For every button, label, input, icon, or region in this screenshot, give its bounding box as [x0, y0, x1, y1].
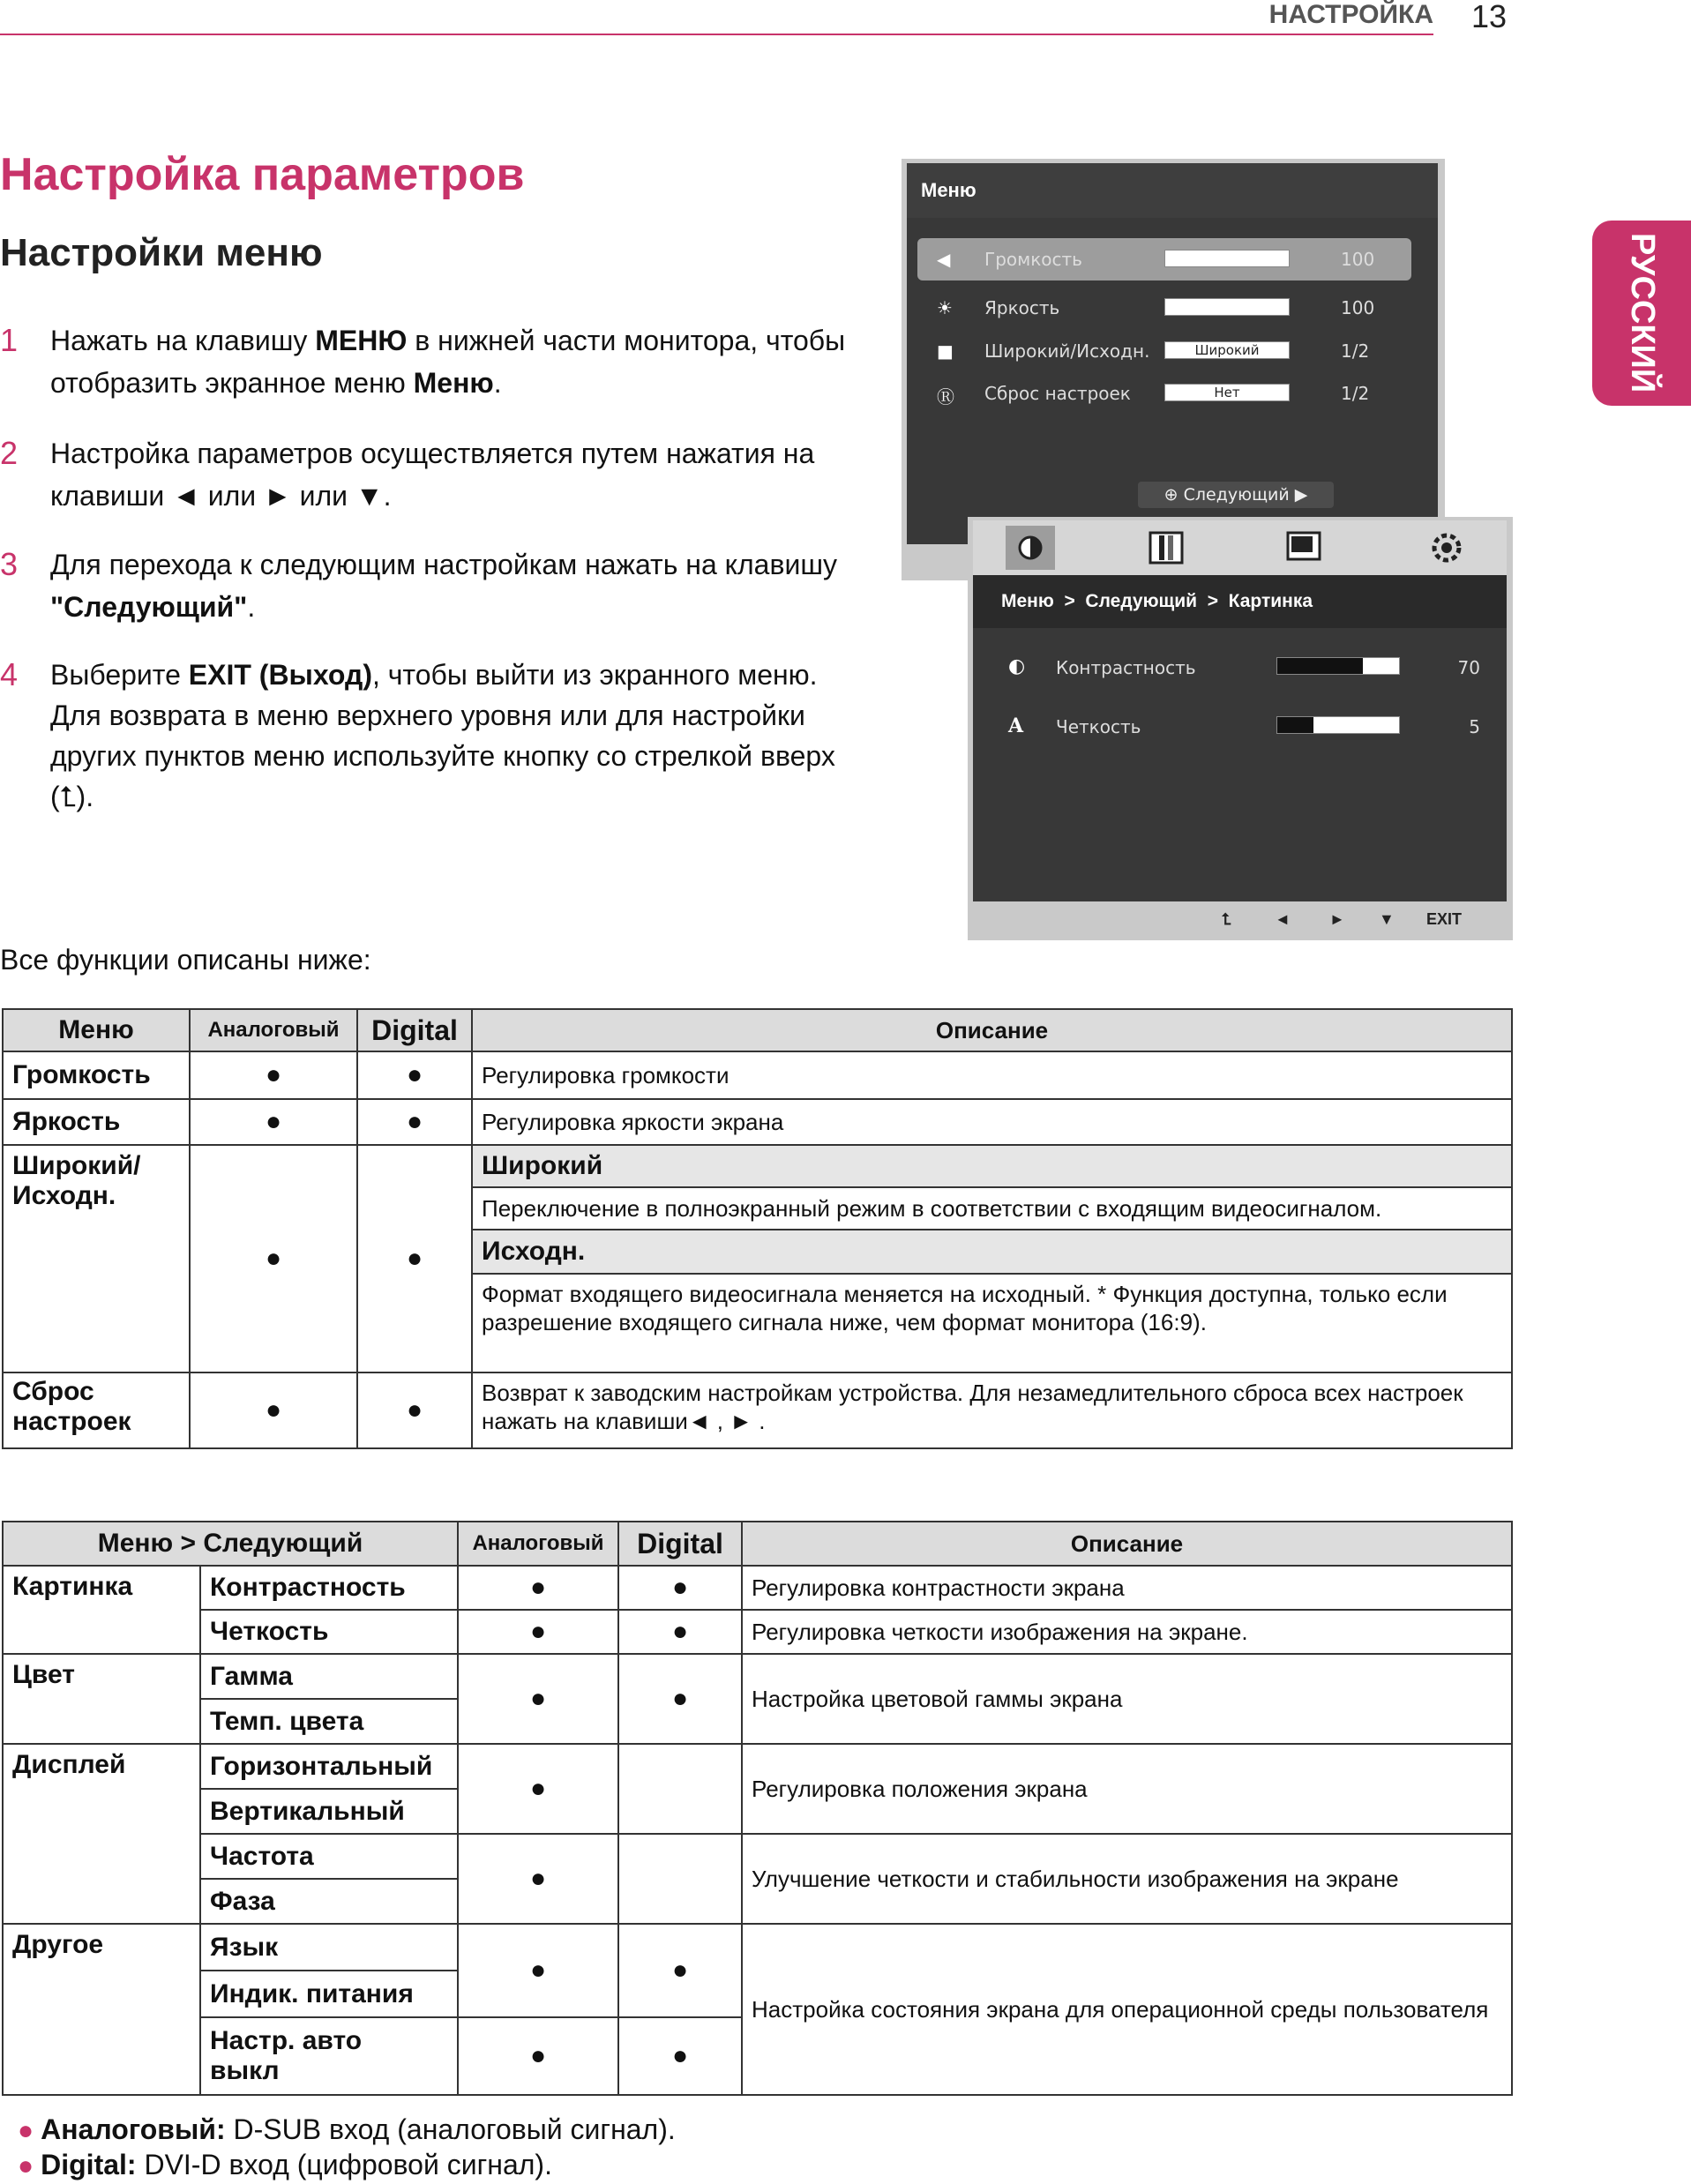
row-description: Регулировка громкости: [472, 1051, 1512, 1099]
row-description: Улучшение четкости и стабильности изображения на экране: [742, 1834, 1512, 1924]
osd-row-value: 70: [1457, 657, 1480, 678]
table-row: [3, 1372, 1512, 1448]
osd-row-wide[interactable]: [917, 330, 1411, 372]
step-number: 1: [0, 322, 19, 358]
osd-row-contrast[interactable]: [973, 648, 1507, 687]
osd-row-label: Четкость: [1056, 716, 1141, 737]
osd-footer: [973, 901, 1507, 937]
item-name: Настр. авто выкл: [200, 2017, 458, 2095]
col-header-description: Описание: [742, 1522, 1512, 1566]
row-name: Широкий/ Исходн.: [3, 1145, 190, 1372]
analog-dot: ●: [458, 1744, 618, 1834]
bullet-icon: ●: [18, 2151, 34, 2180]
col-header-digital: Digital: [357, 1009, 472, 1051]
osd-option[interactable]: Нет: [1164, 384, 1290, 401]
speaker-icon: ◀: [937, 249, 951, 270]
table-row: [3, 1145, 1512, 1187]
step-3: [0, 543, 847, 628]
row-description: Формат входящего видеосигнала меняется на исходный. * Функция доступна, только если разрешение входящего сигнала ниже, чем формат монитора (16:9).: [472, 1274, 1512, 1372]
option-heading-wide: Широкий: [472, 1145, 1512, 1187]
item-name: Язык: [200, 1924, 458, 1971]
row-description: Возврат к заводским настройкам устройства. Для незамедлительного сброса всех настроек нажать на клавиши◄ , ► .: [472, 1372, 1512, 1448]
right-arrow-icon[interactable]: ►: [1329, 910, 1345, 928]
digital-dot: ●: [618, 1654, 742, 1744]
analog-dot: ●: [190, 1372, 357, 1448]
digital-empty: [618, 1744, 742, 1834]
table-row: [3, 1924, 1512, 1971]
analog-dot: ●: [458, 1566, 618, 1610]
item-name: Темп. цвета: [200, 1699, 458, 1744]
page-number: 13: [1471, 0, 1508, 34]
step-text: Настройка параметров осуществляется путем нажатия на клавиши ◄ или ► или ▼.: [50, 438, 815, 512]
row-description: Регулировка положения экрана: [742, 1744, 1512, 1834]
osd-row-value: 5: [1469, 716, 1480, 737]
row-description: Переключение в полноэкранный режим в соответствии с входящим видеосигналом.: [472, 1187, 1512, 1230]
osd-slider[interactable]: [1276, 716, 1400, 734]
aspect-icon: ■: [937, 340, 954, 362]
col-header-analog: Аналоговый: [190, 1009, 357, 1051]
intro-text: Все функции описаны ниже:: [0, 944, 371, 976]
menu-functions-table: [2, 1008, 1513, 1449]
step-text: Нажать на клавишу МЕНЮ в нижней части монитора, чтобы отобразить экранное меню Меню.: [50, 325, 846, 399]
osd-row-label: Широкий/Исходн.: [984, 340, 1150, 362]
table-row: [3, 1051, 1512, 1099]
row-name: Яркость: [3, 1099, 190, 1145]
analog-dot: ●: [190, 1145, 357, 1372]
section-heading: Настройки меню: [0, 231, 323, 274]
table-row: [3, 1744, 1512, 1789]
row-name: Громкость: [3, 1051, 190, 1099]
col-header-digital: Digital: [618, 1522, 742, 1566]
step-number: 4: [0, 656, 19, 692]
col-header-menu: Меню: [3, 1009, 190, 1051]
osd-option[interactable]: Широкий: [1164, 341, 1290, 359]
table-row: [3, 1834, 1512, 1879]
bullet-icon: ●: [18, 2116, 34, 2145]
osd-row-brightness[interactable]: [917, 287, 1411, 329]
page-title: Настройка параметров: [0, 149, 525, 200]
osd-row-volume[interactable]: [917, 238, 1411, 280]
exit-button[interactable]: EXIT: [1426, 910, 1463, 928]
row-description: Регулировка четкости изображения на экране.: [742, 1610, 1512, 1654]
digital-dot: ●: [618, 1924, 742, 2017]
osd-row-sharpness[interactable]: [973, 707, 1507, 746]
osd-row-label: Контрастность: [1056, 657, 1196, 678]
step-1: [0, 319, 847, 404]
osd-slider[interactable]: [1164, 250, 1290, 267]
table-header-row: [3, 1522, 1512, 1566]
step-2: [0, 432, 847, 517]
group-name: Цвет: [3, 1654, 200, 1744]
back-up-arrow-icon[interactable]: ⮤: [1222, 910, 1231, 928]
analog-dot: ●: [190, 1099, 357, 1145]
contrast-icon: ◐: [1008, 655, 1026, 677]
osd-row-value: 100: [1341, 297, 1375, 318]
settings-tab-icon[interactable]: [1422, 526, 1471, 570]
note-digital: ● Digital: DVI-D вход (цифровой сигнал).: [18, 2149, 552, 2180]
down-arrow-icon[interactable]: ▼: [1379, 910, 1395, 928]
osd-slider[interactable]: [1276, 657, 1400, 675]
analog-dot: ●: [190, 1051, 357, 1099]
next-menu-functions-table: [2, 1521, 1513, 2096]
digital-empty: [618, 1834, 742, 1924]
group-name: Другое: [3, 1924, 200, 2095]
col-header-analog: Аналоговый: [458, 1522, 618, 1566]
left-arrow-icon[interactable]: ◄: [1275, 910, 1291, 928]
reset-icon: Ⓡ: [937, 386, 954, 408]
table-row: [3, 1099, 1512, 1145]
table-row: [3, 1610, 1512, 1654]
osd-row-value: 1/2: [1341, 383, 1370, 404]
row-description: Регулировка контрастности экрана: [742, 1566, 1512, 1610]
step-text: Для перехода к следующим настройкам нажать на клавишу "Следующий".: [50, 549, 837, 623]
picture-tab-icon[interactable]: [1006, 526, 1055, 570]
digital-dot: ●: [618, 1566, 742, 1610]
table-header-row: [3, 1009, 1512, 1051]
item-name: Вертикальный: [200, 1789, 458, 1834]
osd-row-reset[interactable]: [917, 372, 1411, 415]
digital-dot: ●: [357, 1099, 472, 1145]
step-number: 3: [0, 546, 19, 582]
digital-dot: ●: [357, 1372, 472, 1448]
analog-dot: ●: [458, 1610, 618, 1654]
item-name: Индик. питания: [200, 1971, 458, 2017]
language-tab-label: РУССКИЙ: [1624, 233, 1661, 393]
osd-next-button[interactable]: ⊕ Следующий ▶: [1138, 482, 1334, 508]
analog-dot: ●: [458, 2017, 618, 2095]
section-title: НАСТРОЙКА: [1268, 0, 1433, 29]
osd-row-label: Яркость: [984, 297, 1060, 318]
note-analog: ● Аналоговый: D-SUB вход (аналоговый сигнал).: [18, 2113, 676, 2145]
col-header-menu: Меню > Следующий: [3, 1522, 458, 1566]
osd-row-label: Сброс настроек: [984, 383, 1131, 404]
digital-dot: ●: [357, 1051, 472, 1099]
row-description: Регулировка яркости экрана: [472, 1099, 1512, 1145]
analog-dot: ●: [458, 1924, 618, 2017]
osd-row-value: 1/2: [1341, 340, 1370, 362]
item-name: Фаза: [200, 1879, 458, 1924]
step-text: Выберите EXIT (Выход), чтобы выйти из экранного меню. Для возврата в меню верхнего уровня или для настройки других пунктов меню используйте кнопку со стрелкой вверх (⮤).: [50, 659, 835, 812]
group-name: Дисплей: [3, 1744, 200, 1924]
color-tab-icon[interactable]: [1141, 526, 1191, 570]
sharpness-icon: A: [1008, 714, 1024, 737]
sun-icon: ☀: [937, 297, 953, 318]
analog-dot: ●: [458, 1834, 618, 1924]
row-name: Сброс настроек: [3, 1372, 190, 1448]
osd-row-value: 100: [1341, 249, 1375, 270]
table-row: [3, 1654, 1512, 1699]
osd-main-titlebar: [907, 163, 1438, 218]
item-name: Горизонтальный: [200, 1744, 458, 1789]
item-name: Гамма: [200, 1654, 458, 1699]
item-name: Частота: [200, 1834, 458, 1879]
row-description: Настройка состояния экрана для операционной среды пользователя: [742, 1924, 1512, 2095]
osd-slider[interactable]: [1164, 298, 1290, 316]
header-rule: [0, 34, 1433, 35]
digital-dot: ●: [357, 1145, 472, 1372]
step-4: [0, 654, 847, 817]
group-name: Картинка: [3, 1566, 200, 1654]
analog-dot: ●: [458, 1654, 618, 1744]
option-heading-original: Исходн.: [472, 1230, 1512, 1274]
col-header-description: Описание: [472, 1009, 1512, 1051]
osd-breadcrumb: Меню > Следующий > Картинка: [973, 575, 1507, 628]
osd-row-label: Громкость: [984, 249, 1082, 270]
item-name: Контрастность: [200, 1566, 458, 1610]
osd-main-title: Меню: [921, 179, 976, 201]
row-description: Настройка цветовой гаммы экрана: [742, 1654, 1512, 1744]
language-tab: [1592, 221, 1691, 406]
table-row: [3, 1566, 1512, 1610]
display-tab-icon[interactable]: [1279, 526, 1328, 570]
digital-dot: ●: [618, 2017, 742, 2095]
step-number: 2: [0, 435, 19, 471]
item-name: Четкость: [200, 1610, 458, 1654]
digital-dot: ●: [618, 1610, 742, 1654]
